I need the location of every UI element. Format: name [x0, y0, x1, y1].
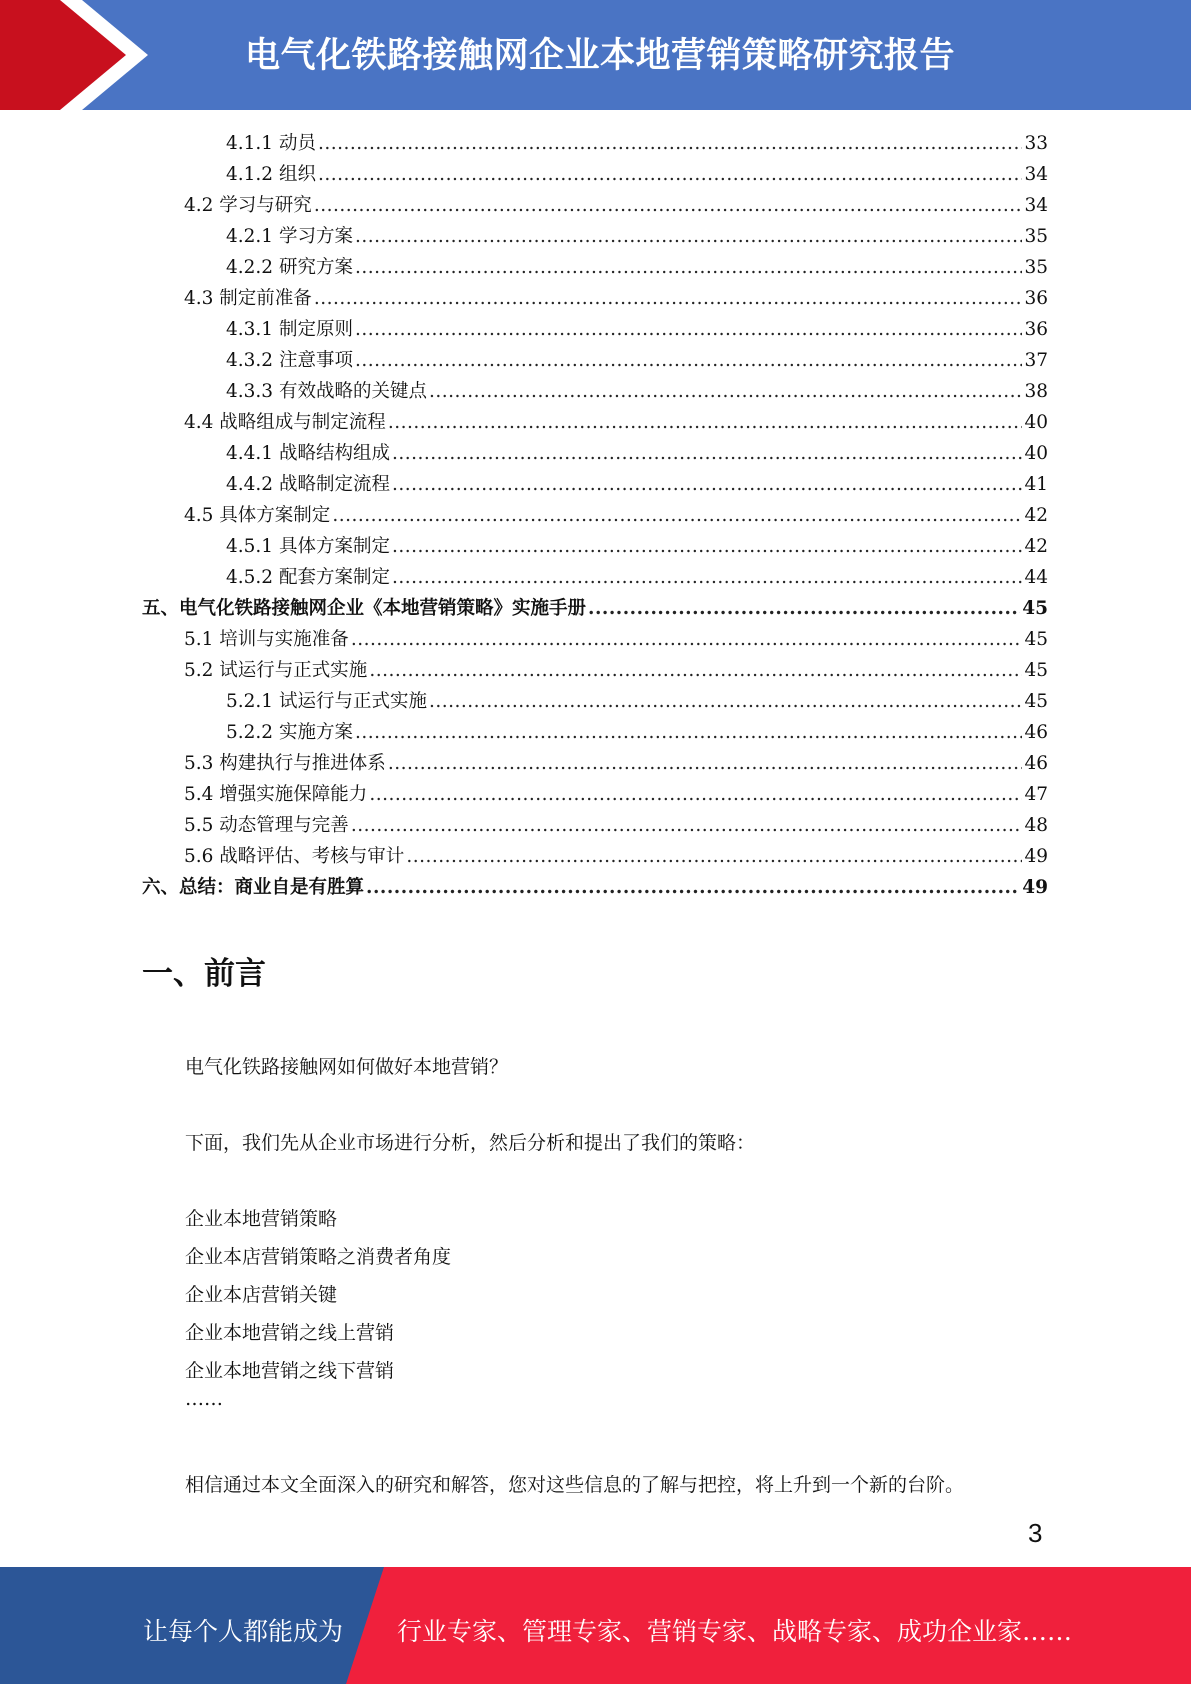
- toc-entry-page: 40: [1024, 412, 1048, 433]
- footer-slogan-left: 让每个人都能成为: [143, 1617, 344, 1646]
- list-item: 企业本地营销策略: [185, 1208, 338, 1230]
- toc-leader: [388, 748, 1023, 779]
- toc-entry-label: 5.2.1 试运行与正式实施: [226, 691, 427, 712]
- toc-entry-label: 4.5.1 具体方案制定: [226, 536, 390, 557]
- toc-leader: [369, 655, 1022, 686]
- toc-entry-label: 4.4.2 战略制定流程: [226, 474, 390, 495]
- toc-entry-page: 45: [1022, 598, 1048, 619]
- toc-entry[interactable]: [184, 810, 1048, 841]
- section-heading: 一、前言: [142, 956, 266, 992]
- toc-entry-page: 49: [1024, 846, 1048, 867]
- toc-entry-page: 33: [1024, 133, 1048, 154]
- toc-entry-page: 34: [1024, 195, 1048, 216]
- toc-chapter-entry[interactable]: [142, 593, 1048, 624]
- toc-entry-label: 4.3 制定前准备: [184, 288, 312, 309]
- toc-entry-label: 5.6 战略评估、考核与审计: [184, 846, 405, 867]
- toc-leader: [355, 345, 1023, 376]
- toc-leader: [355, 717, 1023, 748]
- toc-leader: [588, 593, 1020, 624]
- toc-leader: [366, 872, 1020, 903]
- toc-entry[interactable]: [184, 655, 1048, 686]
- toc-leader: [314, 283, 1023, 314]
- list-item: 企业本地营销之线上营销: [185, 1322, 395, 1344]
- toc-entry[interactable]: [184, 500, 1048, 531]
- toc-leader: [429, 376, 1022, 407]
- toc-entry[interactable]: [226, 531, 1048, 562]
- paragraph: 下面，我们先从企业市场进行分析，然后分析和提出了我们的策略：: [185, 1132, 756, 1154]
- toc-entry-page: 45: [1024, 629, 1048, 650]
- toc-entry-label: 4.3.3 有效战略的关键点: [226, 381, 427, 402]
- report-title: 电气化铁路接触网企业本地营销策略研究报告: [245, 36, 956, 76]
- toc-entry-page: 44: [1024, 567, 1048, 588]
- toc-leader: [318, 128, 1023, 159]
- toc-entry-label: 5.5 动态管理与完善: [184, 815, 349, 836]
- toc-entry[interactable]: [184, 190, 1048, 221]
- toc-entry[interactable]: [226, 252, 1048, 283]
- toc-leader: [318, 159, 1023, 190]
- toc-entry-label: 5.2 试运行与正式实施: [184, 660, 368, 681]
- toc-entry[interactable]: [184, 748, 1048, 779]
- list-item: 企业本地营销之线下营销: [185, 1360, 395, 1382]
- toc-entry-page: 42: [1024, 505, 1048, 526]
- toc-entry-label: 4.5 具体方案制定: [184, 505, 331, 526]
- toc-entry-label: 5.3 构建执行与推进体系: [184, 753, 386, 774]
- toc-entry-page: 34: [1024, 164, 1048, 185]
- toc-entry[interactable]: [184, 841, 1048, 872]
- toc-entry[interactable]: [226, 469, 1048, 500]
- toc-entry-label: 4.3.2 注意事项: [226, 350, 353, 371]
- page-header: [0, 0, 1191, 110]
- toc-leader: [429, 686, 1022, 717]
- toc-leader: [392, 469, 1022, 500]
- toc-leader: [388, 407, 1023, 438]
- toc-entry-page: 40: [1024, 443, 1048, 464]
- list-item: 企业本店营销关键: [185, 1284, 338, 1306]
- toc-entry[interactable]: [184, 407, 1048, 438]
- toc-entry-label: 5.1 培训与实施准备: [184, 629, 349, 650]
- toc-leader: [406, 841, 1022, 872]
- toc-entry-label: 4.2 学习与研究: [184, 195, 312, 216]
- toc-entry-label: 4.2.1 学习方案: [226, 226, 353, 247]
- footer-slogan-right: 行业专家、管理专家、营销专家、战略专家、成功企业家……: [397, 1617, 1073, 1646]
- toc-entry[interactable]: [184, 779, 1048, 810]
- toc-entry-page: 47: [1024, 784, 1048, 805]
- toc-leader: [332, 500, 1022, 531]
- toc-entry-page: 41: [1024, 474, 1048, 495]
- page-number: 3: [1028, 1518, 1043, 1548]
- toc-entry[interactable]: [226, 686, 1048, 717]
- paragraph: 电气化铁路接触网如何做好本地营销？: [185, 1056, 509, 1078]
- toc-leader: [369, 779, 1022, 810]
- page-footer: [0, 1567, 1191, 1684]
- toc-leader: [392, 438, 1022, 469]
- toc-entry-page: 38: [1024, 381, 1048, 402]
- toc-entry[interactable]: [226, 221, 1048, 252]
- toc-entry-label: 4.1.2 组织: [226, 164, 316, 185]
- toc-leader: [351, 624, 1023, 655]
- toc-entry-label: 4.2.2 研究方案: [226, 257, 353, 278]
- toc-entry-page: 49: [1022, 877, 1048, 898]
- toc-entry-label: 4.4.1 战略结构组成: [226, 443, 390, 464]
- toc-entry-label: 5.2.2 实施方案: [226, 722, 353, 743]
- toc-entry-label: 4.4 战略组成与制定流程: [184, 412, 386, 433]
- toc-entry[interactable]: [226, 128, 1048, 159]
- toc-entry-label: 六、总结：商业自是有胜算: [142, 877, 365, 898]
- toc-entry-page: 48: [1024, 815, 1048, 836]
- toc-entry[interactable]: [184, 624, 1048, 655]
- toc-entry[interactable]: [226, 562, 1048, 593]
- toc-entry-page: 46: [1024, 753, 1048, 774]
- toc-chapter-entry[interactable]: [142, 872, 1048, 903]
- toc-entry-label: 5.4 增强实施保障能力: [184, 784, 368, 805]
- toc-entry-page: 35: [1024, 257, 1048, 278]
- toc-leader: [355, 252, 1023, 283]
- toc-entry-page: 46: [1024, 722, 1048, 743]
- ellipsis-text: ……: [185, 1388, 223, 1410]
- toc-entry-page: 35: [1024, 226, 1048, 247]
- toc-entry[interactable]: [226, 717, 1048, 748]
- toc-entry-label: 4.1.1 动员: [226, 133, 316, 154]
- toc-entry-page: 45: [1024, 691, 1048, 712]
- toc-entry-label: 五、电气化铁路接触网企业《本地营销策略》实施手册: [142, 598, 587, 619]
- toc-entry[interactable]: [226, 314, 1048, 345]
- toc-entry[interactable]: [226, 159, 1048, 190]
- toc-entry-page: 36: [1024, 288, 1048, 309]
- toc-leader: [392, 531, 1022, 562]
- toc-entry-label: 4.5.2 配套方案制定: [226, 567, 390, 588]
- toc-leader: [355, 314, 1023, 345]
- toc-leader: [392, 562, 1022, 593]
- toc-entry-page: 37: [1024, 350, 1048, 371]
- toc-entry-label: 4.3.1 制定原则: [226, 319, 353, 340]
- paragraph: 相信通过本文全面深入的研究和解答，您对这些信息的了解与把控，将上升到一个新的台阶。: [185, 1474, 965, 1496]
- toc-leader: [351, 810, 1023, 841]
- toc-entry-page: 42: [1024, 536, 1048, 557]
- toc-entry[interactable]: [184, 283, 1048, 314]
- toc-entry[interactable]: [226, 438, 1048, 469]
- toc-entry-page: 36: [1024, 319, 1048, 340]
- list-item: 企业本店营销策略之消费者角度: [185, 1246, 452, 1268]
- toc-leader: [314, 190, 1023, 221]
- toc-entry[interactable]: [226, 376, 1048, 407]
- toc-entry-page: 45: [1024, 660, 1048, 681]
- toc-entry[interactable]: [226, 345, 1048, 376]
- toc-leader: [355, 221, 1023, 252]
